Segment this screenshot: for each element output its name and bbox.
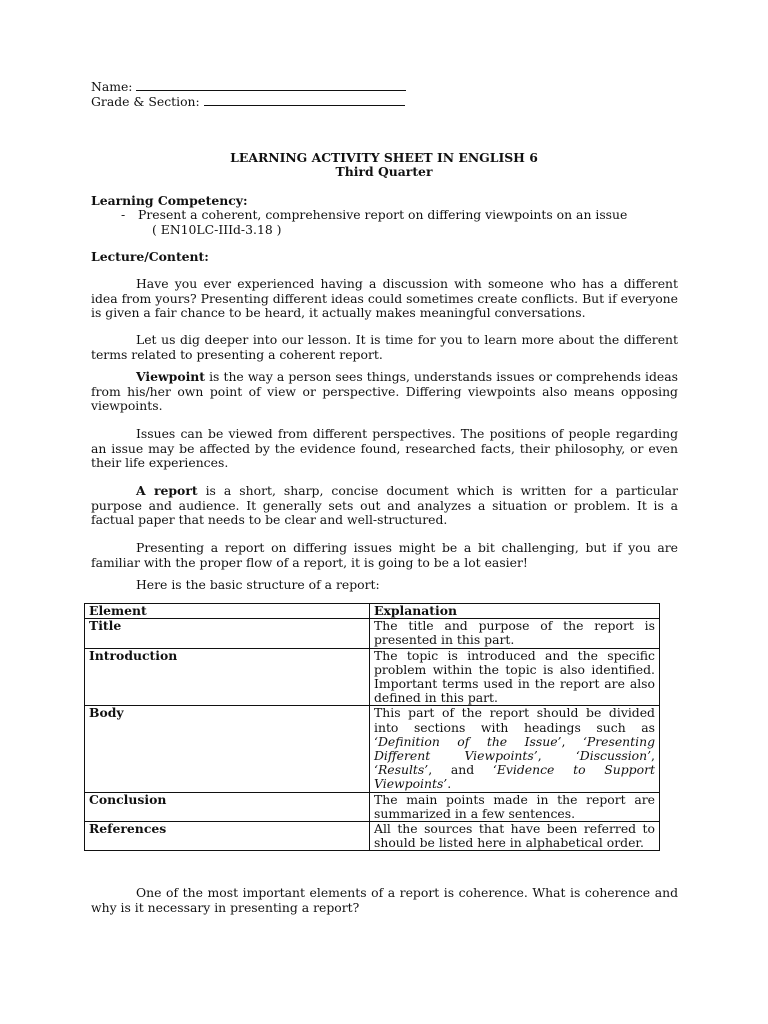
paragraph-structure-intro [91,578,678,593]
competency-code: ( EN10LC-IIId-3.18 ) [152,221,282,237]
report-definition: is a short, sharp, concise document which is written for a particular purpose and audience. It generally sets out and analyzes a situation or problem. It is a factual paper that needs to be clear and well-structured. [91,483,678,528]
table-row [85,706,660,792]
paragraph-1-text: Have you ever experienced having a discussion with someone who has a different idea from yours? Presenting different ideas could sometimes create conflicts. But if everyone is given a fair chance to be heard, it actually makes meaningful conversations. [91,276,678,321]
table-cell-explanation: All the sources that have been referred to should be listed here in alphabetical order. [370,822,660,851]
competency-heading: Learning Competency: [91,193,248,208]
table-cell-explanation [370,706,660,792]
separator: , [561,733,583,749]
separator: , [651,748,655,764]
name-label: Name: [91,79,133,94]
viewpoint-definition: is the way a person sees things, understands issues or comprehends ideas from his/her own point of view or perspective. Differing viewpoints also means opposing viewpoints. [91,369,678,414]
paragraph-coherence [91,886,678,915]
table-row [85,619,660,648]
paragraph-report [91,484,678,528]
table-cell-explanation: The main points made in the report are summarized in a few sentences. [370,792,660,821]
table-cell-element: Title [85,619,370,648]
paragraph-2-text: Let us dig deeper into our lesson. It is time for you to learn more about the different terms related to presenting a coherent report. [91,332,678,362]
table-header-element: Element [85,604,370,619]
paragraph-structure-intro-text: Here is the basic structure of a report: [136,577,380,592]
table-header-row [85,604,660,619]
competency-line-1: Present a coherent, comprehensive report on differing viewpoints on an issue [138,207,628,222]
body-heading-definition: ‘Definition of the Issue’ [374,733,562,749]
table-cell-element: References [85,822,370,851]
sheet-title: LEARNING ACTIVITY SHEET IN ENGLISH 6 [230,150,538,165]
paragraph-1 [91,277,678,321]
body-heading-presenting: ‘Presenting Different Viewpoints’ [374,733,655,764]
paragraph-presenting-text: Presenting a report on differing issues might be a bit challenging, but if you are familiar with the proper flow of a report, it is going to be a lot easier! [91,540,678,570]
table-row [85,648,660,706]
table-cell-element: Conclusion [85,792,370,821]
name-blank-line [136,79,406,91]
table-row [85,792,660,821]
paragraph-viewpoint [91,370,678,414]
paragraph-issues [91,427,678,471]
table-cell-element: Body [85,706,370,792]
body-heading-discussion: ‘Discussion’ [575,748,652,764]
body-explanation-text: This part of the report should be divided into sections with headings such as [374,705,655,735]
viewpoint-term: Viewpoint [136,369,206,384]
paragraph-coherence-text: One of the most important elements of a report is coherence. What is coherence and why is it necessary in presenting a report? [91,885,678,915]
grade-section-label: Grade & Section: [91,94,200,109]
report-structure-table [84,603,660,851]
paragraph-2 [91,333,678,362]
name-field [91,79,406,95]
table-cell-element: Introduction [85,648,370,706]
grade-section-blank-line [204,94,405,106]
separator: . [447,776,452,792]
table-cell-explanation: The title and purpose of the report is presented in this part. [370,619,660,648]
sheet-subtitle: Third Quarter [335,164,433,179]
grade-section-field [91,94,405,110]
separator: , [537,748,576,764]
competency-bullet-marker: - [121,207,126,222]
lecture-heading: Lecture/Content: [91,249,209,264]
separator: , and [428,762,493,778]
body-heading-evidence: ‘Evidence to Support Viewpoints’ [374,762,655,792]
table-row [85,822,660,851]
table-header-explanation: Explanation [370,604,660,619]
competency-text [138,208,678,237]
paragraph-presenting [91,541,678,570]
report-term: A report [136,483,198,498]
table-cell-explanation: The topic is introduced and the specific problem within the topic is also identified. Important terms used in the report are also defined in this part. [370,648,660,706]
body-heading-results: ‘Results’ [374,762,429,778]
paragraph-issues-text: Issues can be viewed from different perspectives. The positions of people regarding an issue may be affected by the evidence found, researched facts, their philosophy, or even their life experiences. [91,426,678,471]
